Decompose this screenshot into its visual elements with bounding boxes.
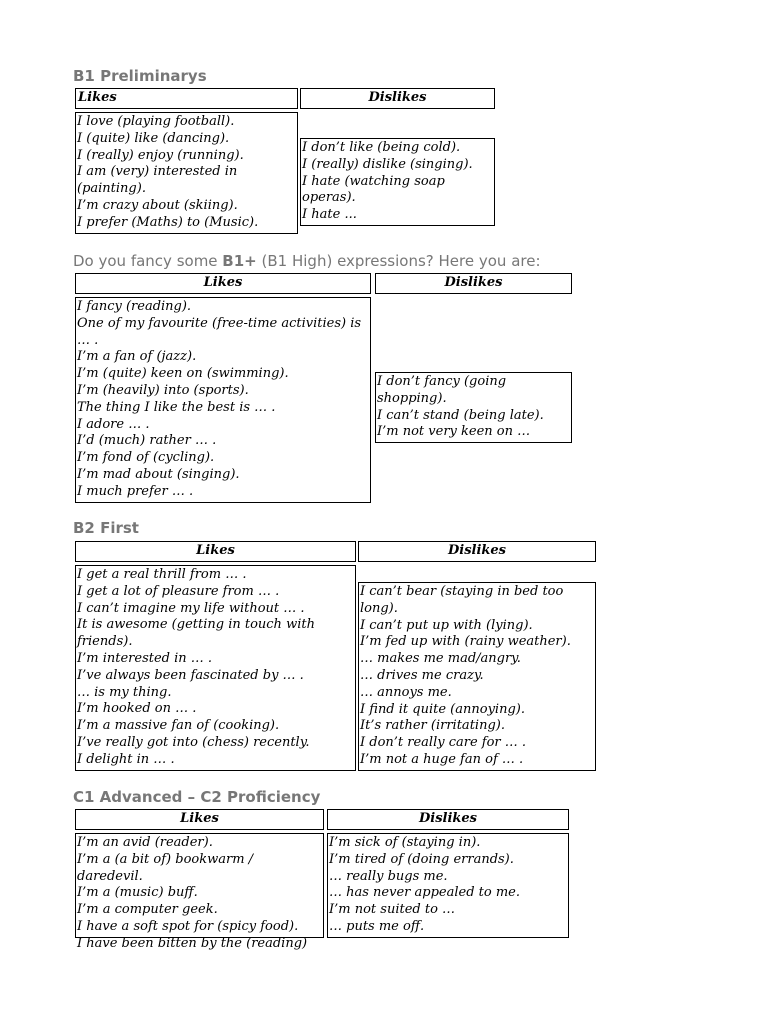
dislikes-header-c1c2: Dislikes	[327, 809, 569, 830]
list-item: … makes me mad/angry.	[360, 651, 521, 667]
list-item: I fancy (reading).	[77, 299, 192, 314]
intro-text: (B1 High) expressions? Here you are:	[256, 252, 541, 270]
list-item: I don’t really care for … .	[360, 735, 527, 751]
section-intro-b1plus	[73, 252, 541, 270]
list-item: I much prefer … .	[77, 483, 194, 499]
likes-header-b2: Likes	[75, 541, 356, 562]
list-item: I’m interested in … .	[77, 650, 213, 666]
list-item: I am (very) interested in (painting).	[77, 164, 238, 197]
list-item: … has never appealed to me.	[329, 885, 520, 901]
list-item: I hate ...	[302, 207, 357, 223]
list-item: I have been bitten by the (reading)	[77, 935, 308, 951]
list-item: … is my thing.	[77, 684, 172, 700]
likes-list-b1	[75, 112, 298, 234]
list-item: I’m fond of (cycling).	[77, 450, 215, 466]
list-item: I’m fed up with (rainy weather).	[360, 634, 571, 650]
intro-text: Do you fancy some	[73, 252, 223, 270]
list-item: I’m not very keen on …	[377, 424, 531, 440]
list-item: I’m hooked on … .	[77, 701, 197, 717]
list-item: I find it quite (annoying).	[360, 701, 525, 717]
list-item: I’m an avid (reader).	[77, 835, 213, 850]
list-item: I delight in … .	[77, 751, 175, 767]
list-item: I’m mad about (singing).	[77, 466, 240, 482]
list-item: I (really) dislike (singing).	[302, 156, 473, 172]
list-item: It is awesome (getting in touch with friends).	[77, 617, 315, 650]
list-item: I’m tired of (doing errands).	[329, 851, 514, 867]
list-item: I’m a fan of (jazz).	[77, 349, 197, 365]
list-item: I don’t fancy (going shopping).	[377, 374, 507, 406]
list-item: I’m (quite) keen on (swimming).	[77, 366, 289, 382]
list-item: I’m (heavily) into (sports).	[77, 382, 249, 398]
list-item: I’m sick of (staying in).	[329, 835, 481, 850]
list-item: I (quite) like (dancing).	[77, 130, 230, 146]
likes-header-b1plus: Likes	[75, 273, 371, 294]
likes-list-b2	[75, 565, 356, 771]
list-item: The thing I like the best is … .	[77, 399, 276, 415]
list-item: I don’t like (being cold).	[302, 140, 461, 155]
list-item: I’m a computer geek.	[77, 902, 218, 918]
intro-level: B1+	[222, 252, 257, 270]
list-item: I can’t bear (staying in bed too long).	[360, 584, 564, 616]
list-item: I’ve always been fascinated by … .	[77, 667, 304, 683]
list-item: I get a lot of pleasure from … .	[77, 583, 280, 599]
list-item: I love (playing football).	[77, 114, 235, 129]
list-item: I’d (much) rather … .	[77, 433, 217, 449]
list-item: … puts me off.	[329, 918, 425, 934]
list-item: One of my favourite (free-time activities) is … .	[77, 315, 362, 348]
list-item: I can’t stand (being late).	[377, 407, 544, 423]
dislikes-header-b1: Dislikes	[300, 88, 495, 109]
dislikes-header-b1plus: Dislikes	[375, 273, 572, 294]
list-item: I’m crazy about (skiing).	[77, 197, 238, 213]
list-item: I’m not a huge fan of … .	[360, 751, 524, 767]
section-title-b1: B1 Preliminarys	[73, 67, 207, 85]
list-item: I’m a (a bit of) bookwarm / daredevil.	[77, 851, 254, 884]
list-item: I prefer (Maths) to (Music).	[77, 214, 259, 230]
list-item: I’m not suited to …	[329, 902, 456, 918]
dislikes-list-b1plus	[375, 372, 572, 443]
list-item: I’ve really got into (chess) recently.	[77, 734, 310, 750]
dislikes-list-b2	[358, 582, 596, 771]
list-item: I hate (watching soap operas).	[302, 173, 445, 206]
likes-header-b1: Likes	[75, 88, 298, 109]
dislikes-list-c1c2	[327, 833, 569, 938]
dislikes-list-b1	[300, 138, 495, 226]
list-item: I’m a (music) buff.	[77, 885, 198, 901]
likes-list-b1plus	[75, 297, 371, 503]
list-item: It’s rather (irritating).	[360, 718, 505, 734]
list-item: I’m a massive fan of (cooking).	[77, 718, 280, 734]
list-item: I can’t put up with (lying).	[360, 617, 533, 633]
list-item: … drives me crazy.	[360, 667, 484, 683]
list-item: I get a real thrill from … .	[77, 567, 247, 582]
list-item: I (really) enjoy (running).	[77, 147, 244, 163]
section-title-c1c2: C1 Advanced – C2 Proficiency	[73, 788, 321, 806]
list-item: I adore … .	[77, 416, 150, 432]
list-item: I have a soft spot for (spicy food).	[77, 918, 299, 934]
likes-header-c1c2: Likes	[75, 809, 324, 830]
dislikes-header-b2: Dislikes	[358, 541, 596, 562]
section-title-b2: B2 First	[73, 519, 139, 537]
list-item: … really bugs me.	[329, 868, 448, 884]
list-item: I can’t imagine my life without … .	[77, 600, 305, 616]
list-item: … annoys me.	[360, 684, 452, 700]
likes-list-c1c2	[75, 833, 324, 951]
